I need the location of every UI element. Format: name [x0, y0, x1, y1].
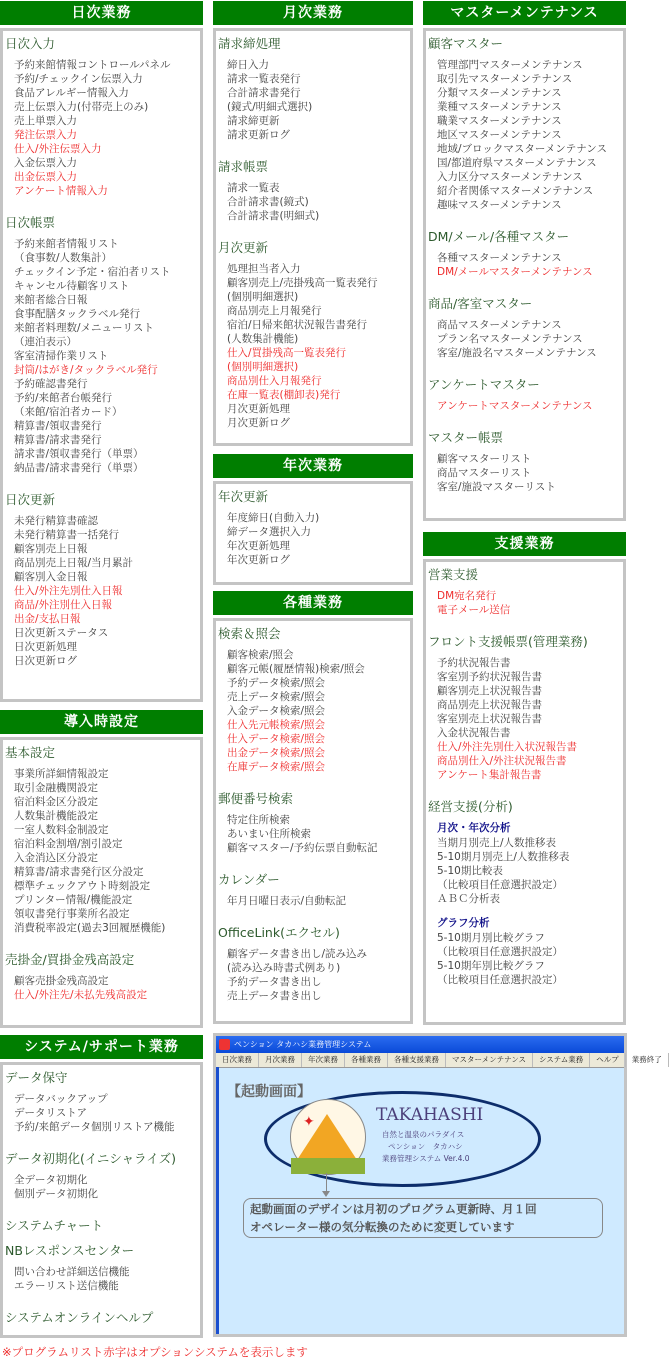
- program-list: [218, 511, 410, 567]
- category-heading: NBレスポンスセンター: [5, 1243, 135, 1258]
- panel-body: [423, 28, 626, 521]
- program-item[interactable]: 在庫データ検索/照会: [227, 761, 326, 773]
- program-item[interactable]: （連泊表示）: [14, 336, 77, 348]
- program-item[interactable]: 当期月別売上/人数推移表: [437, 837, 557, 849]
- tagline: ペンション タカハシ: [388, 1142, 463, 1151]
- category-heading: 郵便番号検索: [218, 791, 294, 806]
- program-item[interactable]: 仕入/外注伝票入力: [14, 143, 102, 155]
- maple-leaf-icon: ✦: [303, 1114, 315, 1130]
- program-item[interactable]: 客室別売上状況報告書: [437, 713, 542, 725]
- program-item[interactable]: 顧客マスター/予約伝票自動転記: [227, 842, 378, 854]
- program-item[interactable]: 請求書/領収書発行（単票）: [14, 448, 144, 460]
- category-heading: データ保守: [5, 1070, 68, 1085]
- program-item[interactable]: (個別明細選択): [227, 291, 299, 303]
- program-item[interactable]: DM宛名発行: [437, 590, 497, 602]
- program-item[interactable]: 一室人数料金制設定: [14, 824, 109, 836]
- program-item[interactable]: 取引先マスターメンテナンス: [437, 73, 573, 85]
- program-item[interactable]: 地区マスターメンテナンス: [437, 129, 562, 141]
- panel-header: 年次業務: [213, 454, 413, 478]
- panel-body: [213, 481, 413, 585]
- program-item[interactable]: 職業マスターメンテナンス: [437, 115, 562, 127]
- menu-item[interactable]: 各種業務: [345, 1053, 388, 1067]
- program-item[interactable]: 合計請求書(明細式): [227, 210, 320, 222]
- category-heading: フロント支援帳票(管理業務): [428, 634, 588, 649]
- category-heading: 月次更新: [218, 240, 269, 255]
- panel-header: 日次業務: [0, 1, 203, 25]
- category-heading: 日次入力: [5, 36, 56, 51]
- category-heading: 顧客マスター: [428, 36, 504, 51]
- program-item[interactable]: 年月日曜日表示/自動転記: [227, 895, 347, 907]
- category-heading: 営業支援: [428, 567, 479, 582]
- program-item[interactable]: 売上伝票入力(付帯売上のみ): [14, 101, 149, 113]
- program-item[interactable]: 各種マスターメンテナンス: [437, 252, 562, 264]
- program-item[interactable]: 5-10期月別比較グラフ: [437, 932, 545, 944]
- category-heading: 請求締処理: [218, 36, 281, 51]
- category-heading: OfficeLink(エクセル): [218, 925, 340, 940]
- program-item[interactable]: 趣味マスターメンテナンス: [437, 199, 562, 211]
- program-item[interactable]: 請求更新ログ: [227, 129, 290, 141]
- panel-master: [423, 1, 626, 521]
- program-list: [5, 1092, 200, 1134]
- program-item[interactable]: 発注伝票入力: [14, 129, 77, 141]
- category-heading: 検索＆照会: [218, 626, 281, 641]
- program-item[interactable]: 仕入/買掛残高一覧表発行: [227, 347, 347, 359]
- panel-body: [0, 1062, 203, 1338]
- program-item[interactable]: 顧客売掛金残高設定: [14, 975, 109, 987]
- program-item[interactable]: 地域/ブロックマスターメンテナンス: [437, 143, 607, 155]
- menu-bar: [216, 1053, 662, 1068]
- program-item[interactable]: 来館者料理数/メニューリスト: [14, 322, 154, 334]
- menu-item[interactable]: ヘルプ: [590, 1053, 626, 1067]
- program-item[interactable]: 5-10期年別比較グラフ: [437, 960, 545, 972]
- arrow-line: [326, 1173, 327, 1191]
- program-list: [218, 813, 410, 855]
- program-item[interactable]: キャンセル待顧客リスト: [14, 280, 130, 292]
- brand-name: TAKAHASHI: [376, 1105, 484, 1125]
- version-label: 業務管理システム Ver.4.0: [382, 1154, 470, 1163]
- program-item[interactable]: 未発行精算書確認: [14, 515, 98, 527]
- category-heading: 日次帳票: [5, 215, 56, 230]
- program-item[interactable]: 消費税率設定(過去3回履歴機能): [14, 922, 166, 934]
- program-item[interactable]: 特定住所検索: [227, 814, 290, 826]
- panel-header: 各種業務: [213, 591, 413, 615]
- program-item[interactable]: あいまい住所検索: [227, 828, 311, 840]
- program-item[interactable]: 宿泊料金割増/割引設定: [14, 838, 123, 850]
- category-heading: 請求帳票: [218, 159, 269, 174]
- program-item[interactable]: 顧客別売上状況報告書: [437, 685, 542, 697]
- program-item[interactable]: 処理担当者入力: [227, 263, 301, 275]
- program-item[interactable]: 領収書発行事業所名設定: [14, 908, 130, 920]
- program-item[interactable]: 在庫一覧表(棚卸表)発行: [227, 389, 341, 401]
- menu-item[interactable]: 業務終了: [626, 1053, 669, 1067]
- program-item[interactable]: 締日入力: [227, 59, 269, 71]
- category-heading: 売掛金/買掛金残高設定: [5, 952, 135, 967]
- info-callout: 起動画面のデザインは月初のプログラム更新時、月１回 オペレーター様の気分転換のために変更しています: [243, 1198, 603, 1238]
- subcategory-heading: 月次・年次分析: [437, 822, 511, 834]
- program-item[interactable]: 国/都道府県マスターメンテナンス: [437, 157, 597, 169]
- program-item[interactable]: プリンター情報/機能設定: [14, 894, 133, 906]
- program-item[interactable]: 個別データ初期化: [14, 1188, 98, 1200]
- program-item[interactable]: (人数集計機能): [227, 333, 299, 345]
- screen-caption: 【起動画面】: [227, 1084, 311, 1100]
- program-item[interactable]: 顧客元帳(履歴情報)検索/照会: [227, 663, 365, 675]
- program-item[interactable]: 合計請求書(鏡式): [227, 196, 309, 208]
- panel-header: 導入時設定: [0, 710, 203, 734]
- program-item[interactable]: 紹介者関係マスターメンテナンス: [437, 185, 594, 197]
- program-item[interactable]: 出金データ検索/照会: [227, 747, 326, 759]
- panel-monthly: [213, 1, 413, 446]
- program-item[interactable]: アンケート集計報告書: [437, 769, 542, 781]
- program-list: [428, 399, 623, 413]
- program-item[interactable]: 請求一覧表: [227, 182, 280, 194]
- program-item[interactable]: 顧客データ書き出し/読み込み: [227, 948, 368, 960]
- category-heading: 年次更新: [218, 489, 269, 504]
- program-item[interactable]: 入金伝票入力: [14, 157, 77, 169]
- program-item[interactable]: 仕入/外注先/未払先残高設定: [14, 989, 148, 1001]
- program-item[interactable]: 精算書/請求書発行区分設定: [14, 866, 144, 878]
- program-item[interactable]: 入金消込区分設定: [14, 852, 98, 864]
- panel-header: マスターメンテナンス: [423, 1, 626, 25]
- program-item[interactable]: 宿泊料金区分設定: [14, 796, 98, 808]
- program-item[interactable]: 予約来館情報コントロールパネル: [14, 59, 171, 71]
- program-item[interactable]: 売上データ書き出し: [227, 990, 322, 1002]
- category-heading: システムオンラインヘルプ: [5, 1310, 154, 1325]
- program-item[interactable]: 出金伝票入力: [14, 171, 77, 183]
- program-item[interactable]: 未発行精算書一括発行: [14, 529, 119, 541]
- program-list: [5, 974, 200, 1002]
- program-list: [428, 589, 623, 617]
- program-item[interactable]: (読み込み時書式例あり): [227, 962, 341, 974]
- program-item[interactable]: (鏡式/明細式選択): [227, 101, 313, 113]
- app-logo-icon: [219, 1039, 230, 1050]
- program-item[interactable]: 売上データ検索/照会: [227, 691, 326, 703]
- category-heading: カレンダー: [218, 872, 280, 887]
- program-item[interactable]: 予約/来館者台帳発行: [14, 392, 113, 404]
- category-heading: 商品/客室マスター: [428, 296, 533, 311]
- panel-daily: [0, 1, 203, 702]
- program-item[interactable]: 精算書/領収書発行: [14, 420, 102, 432]
- program-item[interactable]: 仕入/外注先別仕入日報: [14, 585, 123, 597]
- program-item[interactable]: 入金状況報告書: [437, 727, 511, 739]
- program-item[interactable]: 仕入/外注先別仕入状況報告書: [437, 741, 578, 753]
- program-list: [428, 318, 623, 360]
- program-list: [428, 251, 623, 279]
- program-item[interactable]: 全データ初期化: [14, 1174, 88, 1186]
- program-item[interactable]: 請求締更新: [227, 115, 280, 127]
- program-item[interactable]: 商品/外注別仕入日報: [14, 599, 113, 611]
- program-item[interactable]: 事業所詳細情報設定: [14, 768, 109, 780]
- program-item[interactable]: 月次更新ログ: [227, 417, 290, 429]
- program-item[interactable]: (個別明細選択): [227, 361, 299, 373]
- program-item[interactable]: アンケートマスターメンテナンス: [437, 400, 593, 412]
- panel-body: [423, 559, 626, 1025]
- panel-header: システム/サポート業務: [0, 1035, 203, 1059]
- menu-item[interactable]: 年次業務: [302, 1053, 345, 1067]
- category-heading: アンケートマスター: [428, 377, 540, 392]
- program-item[interactable]: 客室/施設名マスターメンテナンス: [437, 347, 597, 359]
- panel-yearly: [213, 454, 413, 585]
- program-list: [218, 648, 410, 774]
- program-list: [5, 1265, 200, 1293]
- tagline: 自然と温泉のパラダイス: [382, 1130, 465, 1139]
- panel-body: [0, 737, 203, 1028]
- program-item[interactable]: 入金データ検索/照会: [227, 705, 326, 717]
- menu-item[interactable]: 日次業務: [216, 1053, 259, 1067]
- program-item[interactable]: 問い合わせ詳細送信機能: [14, 1266, 130, 1278]
- program-list: [218, 58, 410, 142]
- arrow-down-icon: [322, 1191, 330, 1197]
- program-item[interactable]: 顧客別売上日報: [14, 543, 88, 555]
- program-item[interactable]: 日次更新ログ: [14, 655, 77, 667]
- program-item[interactable]: （比較項目任意選択設定）: [437, 974, 563, 986]
- panel-support: [423, 532, 626, 1025]
- category-heading: 日次更新: [5, 492, 56, 507]
- program-item[interactable]: 商品マスターメンテナンス: [437, 319, 562, 331]
- program-list: [5, 237, 200, 475]
- program-item[interactable]: 売上単票入力: [14, 115, 77, 127]
- window-titlebar: [216, 1036, 624, 1053]
- program-list: [218, 894, 410, 908]
- panel-header: 支援業務: [423, 532, 626, 556]
- program-item[interactable]: 請求一覧表発行: [227, 73, 301, 85]
- program-item[interactable]: 客室別予約状況報告書: [437, 671, 542, 683]
- program-item[interactable]: 日次更新処理: [14, 641, 77, 653]
- menu-item[interactable]: 月次業務: [259, 1053, 302, 1067]
- program-item[interactable]: 年度締日(自動入力): [227, 512, 320, 524]
- program-item[interactable]: 納品書/請求書発行（単票）: [14, 462, 144, 474]
- program-item[interactable]: 商品別仕入月報発行: [227, 375, 322, 387]
- program-item[interactable]: ＡＢＣ分析表: [437, 893, 500, 905]
- program-item[interactable]: プラン名マスターメンテナンス: [437, 333, 583, 345]
- program-list: [428, 452, 623, 494]
- program-item[interactable]: 分類マスターメンテナンス: [437, 87, 562, 99]
- category-heading: システムチャート: [5, 1218, 104, 1233]
- program-item[interactable]: データバックアップ: [14, 1093, 108, 1105]
- program-item[interactable]: 商品別売上日報/当月累計: [14, 557, 134, 569]
- category-heading: DM/メール/各種マスター: [428, 229, 570, 244]
- startup-screenshot: [213, 1033, 662, 1337]
- panel-body: [0, 28, 203, 702]
- program-item[interactable]: 予約来館者情報リスト: [14, 238, 119, 250]
- program-item[interactable]: 合計請求書発行: [227, 87, 301, 99]
- program-item[interactable]: 宿泊/日帰来館状況報告書発行: [227, 319, 368, 331]
- panel-system: [0, 1035, 203, 1338]
- program-list: [218, 181, 410, 223]
- panel-misc: [213, 591, 413, 1024]
- program-item[interactable]: 日次更新ステータス: [14, 627, 109, 639]
- program-item[interactable]: 人数集計機能設定: [14, 810, 98, 822]
- program-item[interactable]: 5-10期比較表: [437, 865, 503, 877]
- panel-header: 月次業務: [213, 1, 413, 25]
- program-list: [5, 58, 200, 198]
- program-item[interactable]: 入力区分マスターメンテナンス: [437, 171, 583, 183]
- program-item[interactable]: 仕入先元帳検索/照会: [227, 719, 326, 731]
- program-item[interactable]: 締データ選択入力: [227, 526, 311, 538]
- program-item[interactable]: 年次更新ログ: [227, 554, 290, 566]
- program-item[interactable]: （食事数/人数集計）: [14, 252, 113, 264]
- footnote: ※プログラムリスト赤字はオプションシステムを表示します: [2, 1345, 308, 1359]
- program-item[interactable]: 食事配膳タックラベル発行: [14, 308, 140, 320]
- category-heading: データ初期化(イニシャライズ): [5, 1151, 177, 1166]
- program-item[interactable]: 精算書/請求書発行: [14, 434, 102, 446]
- program-item[interactable]: 月次更新処理: [227, 403, 290, 415]
- program-item[interactable]: 予約データ書き出し: [227, 976, 322, 988]
- program-item[interactable]: 顧客マスターリスト: [437, 453, 532, 465]
- program-item[interactable]: 商品マスターリスト: [437, 467, 532, 479]
- program-item[interactable]: 予約データ検索/照会: [227, 677, 326, 689]
- program-item[interactable]: 年次更新処理: [227, 540, 290, 552]
- program-item[interactable]: 顧客別売上/売掛残高一覧表発行: [227, 277, 378, 289]
- program-item[interactable]: 食品アレルギー情報入力: [14, 87, 129, 99]
- startup-screen: [216, 1067, 624, 1334]
- program-item[interactable]: データリストア: [14, 1107, 87, 1119]
- program-item[interactable]: 予約/来館データ個別リストア機能: [14, 1121, 175, 1133]
- program-list: [218, 262, 410, 430]
- panel-body: [213, 28, 413, 446]
- program-item[interactable]: 封筒/はがき/タックラベル発行: [14, 364, 158, 376]
- program-item[interactable]: （比較項目任意選択設定）: [437, 946, 563, 958]
- program-list: [5, 1173, 200, 1201]
- program-item[interactable]: （来館/宿泊者カード）: [14, 406, 123, 418]
- program-list: [428, 821, 623, 987]
- program-list: [5, 514, 200, 668]
- category-heading: マスター帳票: [428, 430, 504, 445]
- program-item[interactable]: 予約確認書発行: [14, 378, 88, 390]
- program-item[interactable]: 客室清掃作業リスト: [14, 350, 109, 362]
- program-item[interactable]: 商品別売上月報発行: [227, 305, 322, 317]
- program-item[interactable]: チェックイン予定・宿泊者リスト: [14, 266, 171, 278]
- program-item[interactable]: DM/メールマスターメンテナンス: [437, 266, 593, 278]
- panel-setup: [0, 710, 203, 1028]
- program-item[interactable]: 来館者総合日報: [14, 294, 88, 306]
- panel-body: [213, 618, 413, 1024]
- program-item[interactable]: 出金/支払日報: [14, 613, 81, 625]
- program-item[interactable]: アンケート情報入力: [14, 185, 108, 197]
- program-list: [5, 767, 200, 935]
- program-list: [218, 947, 410, 1003]
- program-item[interactable]: 予約状況報告書: [437, 657, 511, 669]
- program-item[interactable]: （比較項目任意選択設定）: [437, 879, 563, 891]
- program-item[interactable]: 電子メール送信: [437, 604, 511, 616]
- program-item[interactable]: 顧客別入金日報: [14, 571, 88, 583]
- program-list: [428, 58, 623, 212]
- program-item[interactable]: 取引金融機関設定: [14, 782, 98, 794]
- program-item[interactable]: 業種マスターメンテナンス: [437, 101, 562, 113]
- program-list: [428, 656, 623, 782]
- menu-item[interactable]: マスターメンテナンス: [446, 1053, 533, 1067]
- program-item[interactable]: 管理部門マスターメンテナンス: [437, 59, 583, 71]
- program-item[interactable]: 5-10期月別売上/人数推移表: [437, 851, 570, 863]
- window-title: ペンション タカハシ業務管理システム: [234, 1040, 372, 1049]
- program-item[interactable]: エラーリスト送信機能: [14, 1280, 119, 1292]
- category-heading: 基本設定: [5, 745, 56, 760]
- subcategory-heading: グラフ分析: [437, 917, 490, 929]
- program-item[interactable]: 標準チェックアウト時刻設定: [14, 880, 151, 892]
- mountain-logo-icon: [290, 1099, 366, 1175]
- category-heading: 経営支援(分析): [428, 799, 513, 814]
- program-item[interactable]: 商品別仕入/外注状況報告書: [437, 755, 567, 767]
- program-item[interactable]: 客室/施設マスターリスト: [437, 481, 556, 493]
- program-item[interactable]: 顧客検索/照会: [227, 649, 294, 661]
- menu-item[interactable]: 各種支援業務: [388, 1053, 446, 1067]
- program-item[interactable]: 仕入データ検索/照会: [227, 733, 326, 745]
- menu-item[interactable]: システム業務: [533, 1053, 590, 1067]
- program-item[interactable]: 予約/チェックイン伝票入力: [14, 73, 143, 85]
- program-item[interactable]: 商品別売上状況報告書: [437, 699, 542, 711]
